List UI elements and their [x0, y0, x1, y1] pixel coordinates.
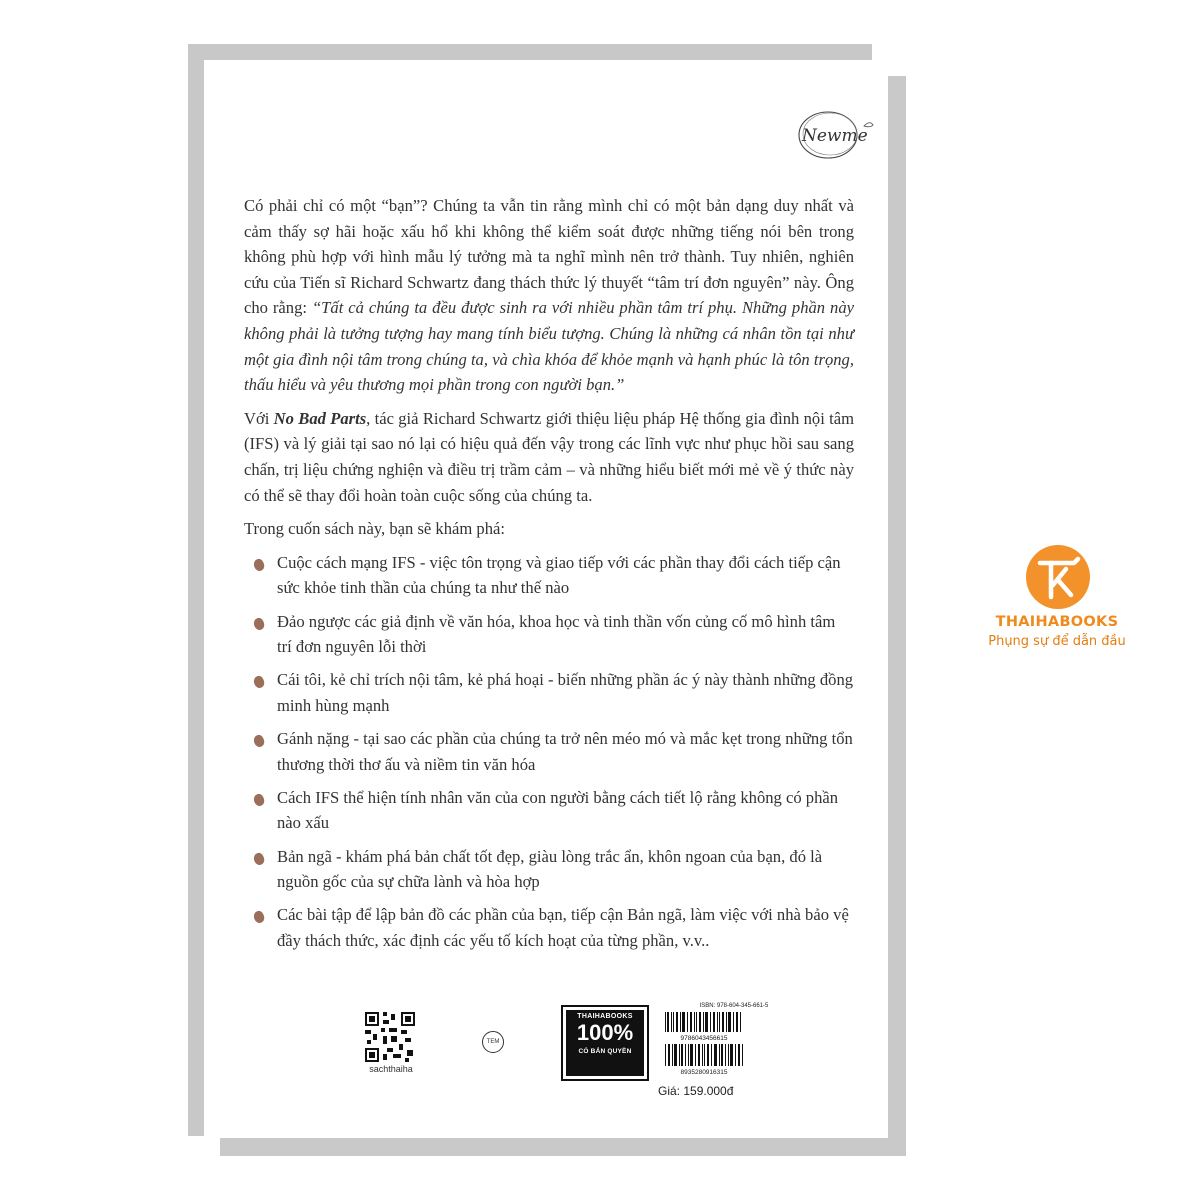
cover-shadow-right [888, 76, 906, 1156]
intro-paragraph [244, 193, 854, 398]
badge-brand: THAIHABOOKS [577, 1013, 633, 1020]
price: Giá: 159.000đ [658, 1084, 734, 1098]
tem-stamp: TEM [482, 1031, 504, 1053]
summary-text: , tác giả Richard Schwartz giới thiệu liệu pháp Hệ thống gia đình nội tâm (IFS) và lý giải tại sao nó lại có hiệu quả đến vậy trong các lĩnh vực như phục hồi sau sang chấn, trị liệu chứng nghiện và điều trị trầm cảm – và những hiểu biết mới mẻ về ý thức này có thể sẽ thay đổi hoàn toàn cuộc sống của chúng ta. [244, 408, 854, 505]
list-item [244, 550, 854, 601]
list-item-text: Gánh nặng - tại sao các phần của chúng ta trở nên méo mó và mắc kẹt trong những tổn thương thời thơ ấu và niềm tin văn hóa [277, 729, 853, 774]
isbn-text: ISBN: 978-604-345-661-5 [699, 1003, 769, 1009]
summary-prefix: Với [244, 408, 274, 428]
bullet-icon [252, 734, 266, 749]
brand-slogan: Phụng sự để dẫn đầu [988, 634, 1126, 649]
barcode-bottom-icon [665, 1044, 743, 1066]
bullet-icon [252, 616, 266, 631]
brand-name: THAIHABOOKS [995, 614, 1119, 630]
qr-label: sachthaiha [369, 1064, 413, 1074]
list-item [244, 609, 854, 660]
badge-number: 100% [576, 1020, 634, 1045]
barcode-number-1: 9786043456615 [680, 1035, 728, 1042]
list-item-text: Bản ngã - khám phá bản chất tốt đẹp, giàu lòng trắc ẩn, khôn ngoan của bạn, đó là nguồn gốc của sự chữa lành và hòa hợp [277, 846, 823, 892]
thaihabooks-logo-icon [1026, 545, 1090, 609]
intro-text: Có phải chỉ có một “bạn”? Chúng ta vẫn tin rằng mình chỉ có một bản dạng duy nhất và cảm thấy sợ hãi hoặc xấu hổ khi không thể kiểm soát được những tiếng nói bên trong không phù hợp với hình mẫu lý tưởng mà ta nghĩ mình nên trở thành. Tuy nhiên, nghiên cứu của Tiến sĩ Richard Schwartz đang thách thức lý thuyết “tâm trí đơn nguyên” này. Ông cho rằng: [244, 196, 854, 318]
list-intro: Trong cuốn sách này, bạn sẽ khám phá: [244, 519, 505, 539]
list-item [244, 785, 854, 836]
copyright-badge [561, 1005, 649, 1081]
list-item [244, 844, 854, 895]
summary-paragraph [244, 406, 854, 508]
bullet-icon [252, 851, 266, 866]
discover-list [244, 550, 854, 954]
list-item [244, 667, 854, 718]
copyright-badge-inner [566, 1010, 644, 1076]
newme-logo-icon [792, 110, 876, 160]
book-back-cover [204, 60, 888, 1138]
bullet-icon [252, 792, 266, 807]
barcode-top-icon [665, 1012, 741, 1032]
badge-subtitle: CÓ BẢN QUYỀN [578, 1048, 632, 1055]
cover-shadow-bottom [220, 1138, 906, 1156]
bullet-icon [252, 557, 266, 572]
barcode [663, 1012, 745, 1076]
qr-code-icon [365, 1012, 415, 1062]
bullet-icon [252, 675, 266, 690]
back-cover-text [244, 193, 854, 961]
bullet-icon [252, 910, 266, 925]
list-item-text: Cách IFS thể hiện tính nhân văn của con người bằng cách tiết lộ rằng không có phần nào xấu [277, 787, 839, 833]
book-title: No Bad Parts [273, 408, 367, 428]
list-item [244, 726, 854, 777]
list-item [244, 902, 854, 953]
barcode-number-2: 8935280916315 [680, 1069, 728, 1076]
svg-text:Newme: Newme [802, 126, 868, 146]
list-item-text: Các bài tập để lập bản đồ các phần của bạn, tiếp cận Bản ngã, làm việc với nhà bảo vệ đầy thách thức, xác định các yếu tố kích hoạt của từng phần, v.v.. [277, 905, 849, 950]
list-item-text: Cuộc cách mạng IFS - việc tôn trọng và giao tiếp với các phần thay đổi cách tiếp cận sức khỏe tinh thần của chúng ta như thế nào [277, 552, 841, 598]
schwartz-quote: “Tất cả chúng ta đều được sinh ra với nhiều phần tâm trí phụ. Những phần này không phải là tưởng tượng hay mang tính biểu tượng. Chúng là những cá nhân tồn tại như một gia đình nội tâm trong chúng ta, và chìa khóa để khỏe mạnh và hạnh phúc là tôn trọng, thấu hiểu và yêu thương mọi phần trong con người bạn.” [244, 298, 855, 395]
list-item-text: Đảo ngược các giả định về văn hóa, khoa học và tinh thần vốn củng cố mô hình tâm trí đơn nguyên lỗi thời [277, 611, 836, 657]
list-item-text: Cái tôi, kẻ chỉ trích nội tâm, kẻ phá hoại - biến những phần ác ý này thành những đồng minh hùng mạnh [277, 670, 854, 715]
